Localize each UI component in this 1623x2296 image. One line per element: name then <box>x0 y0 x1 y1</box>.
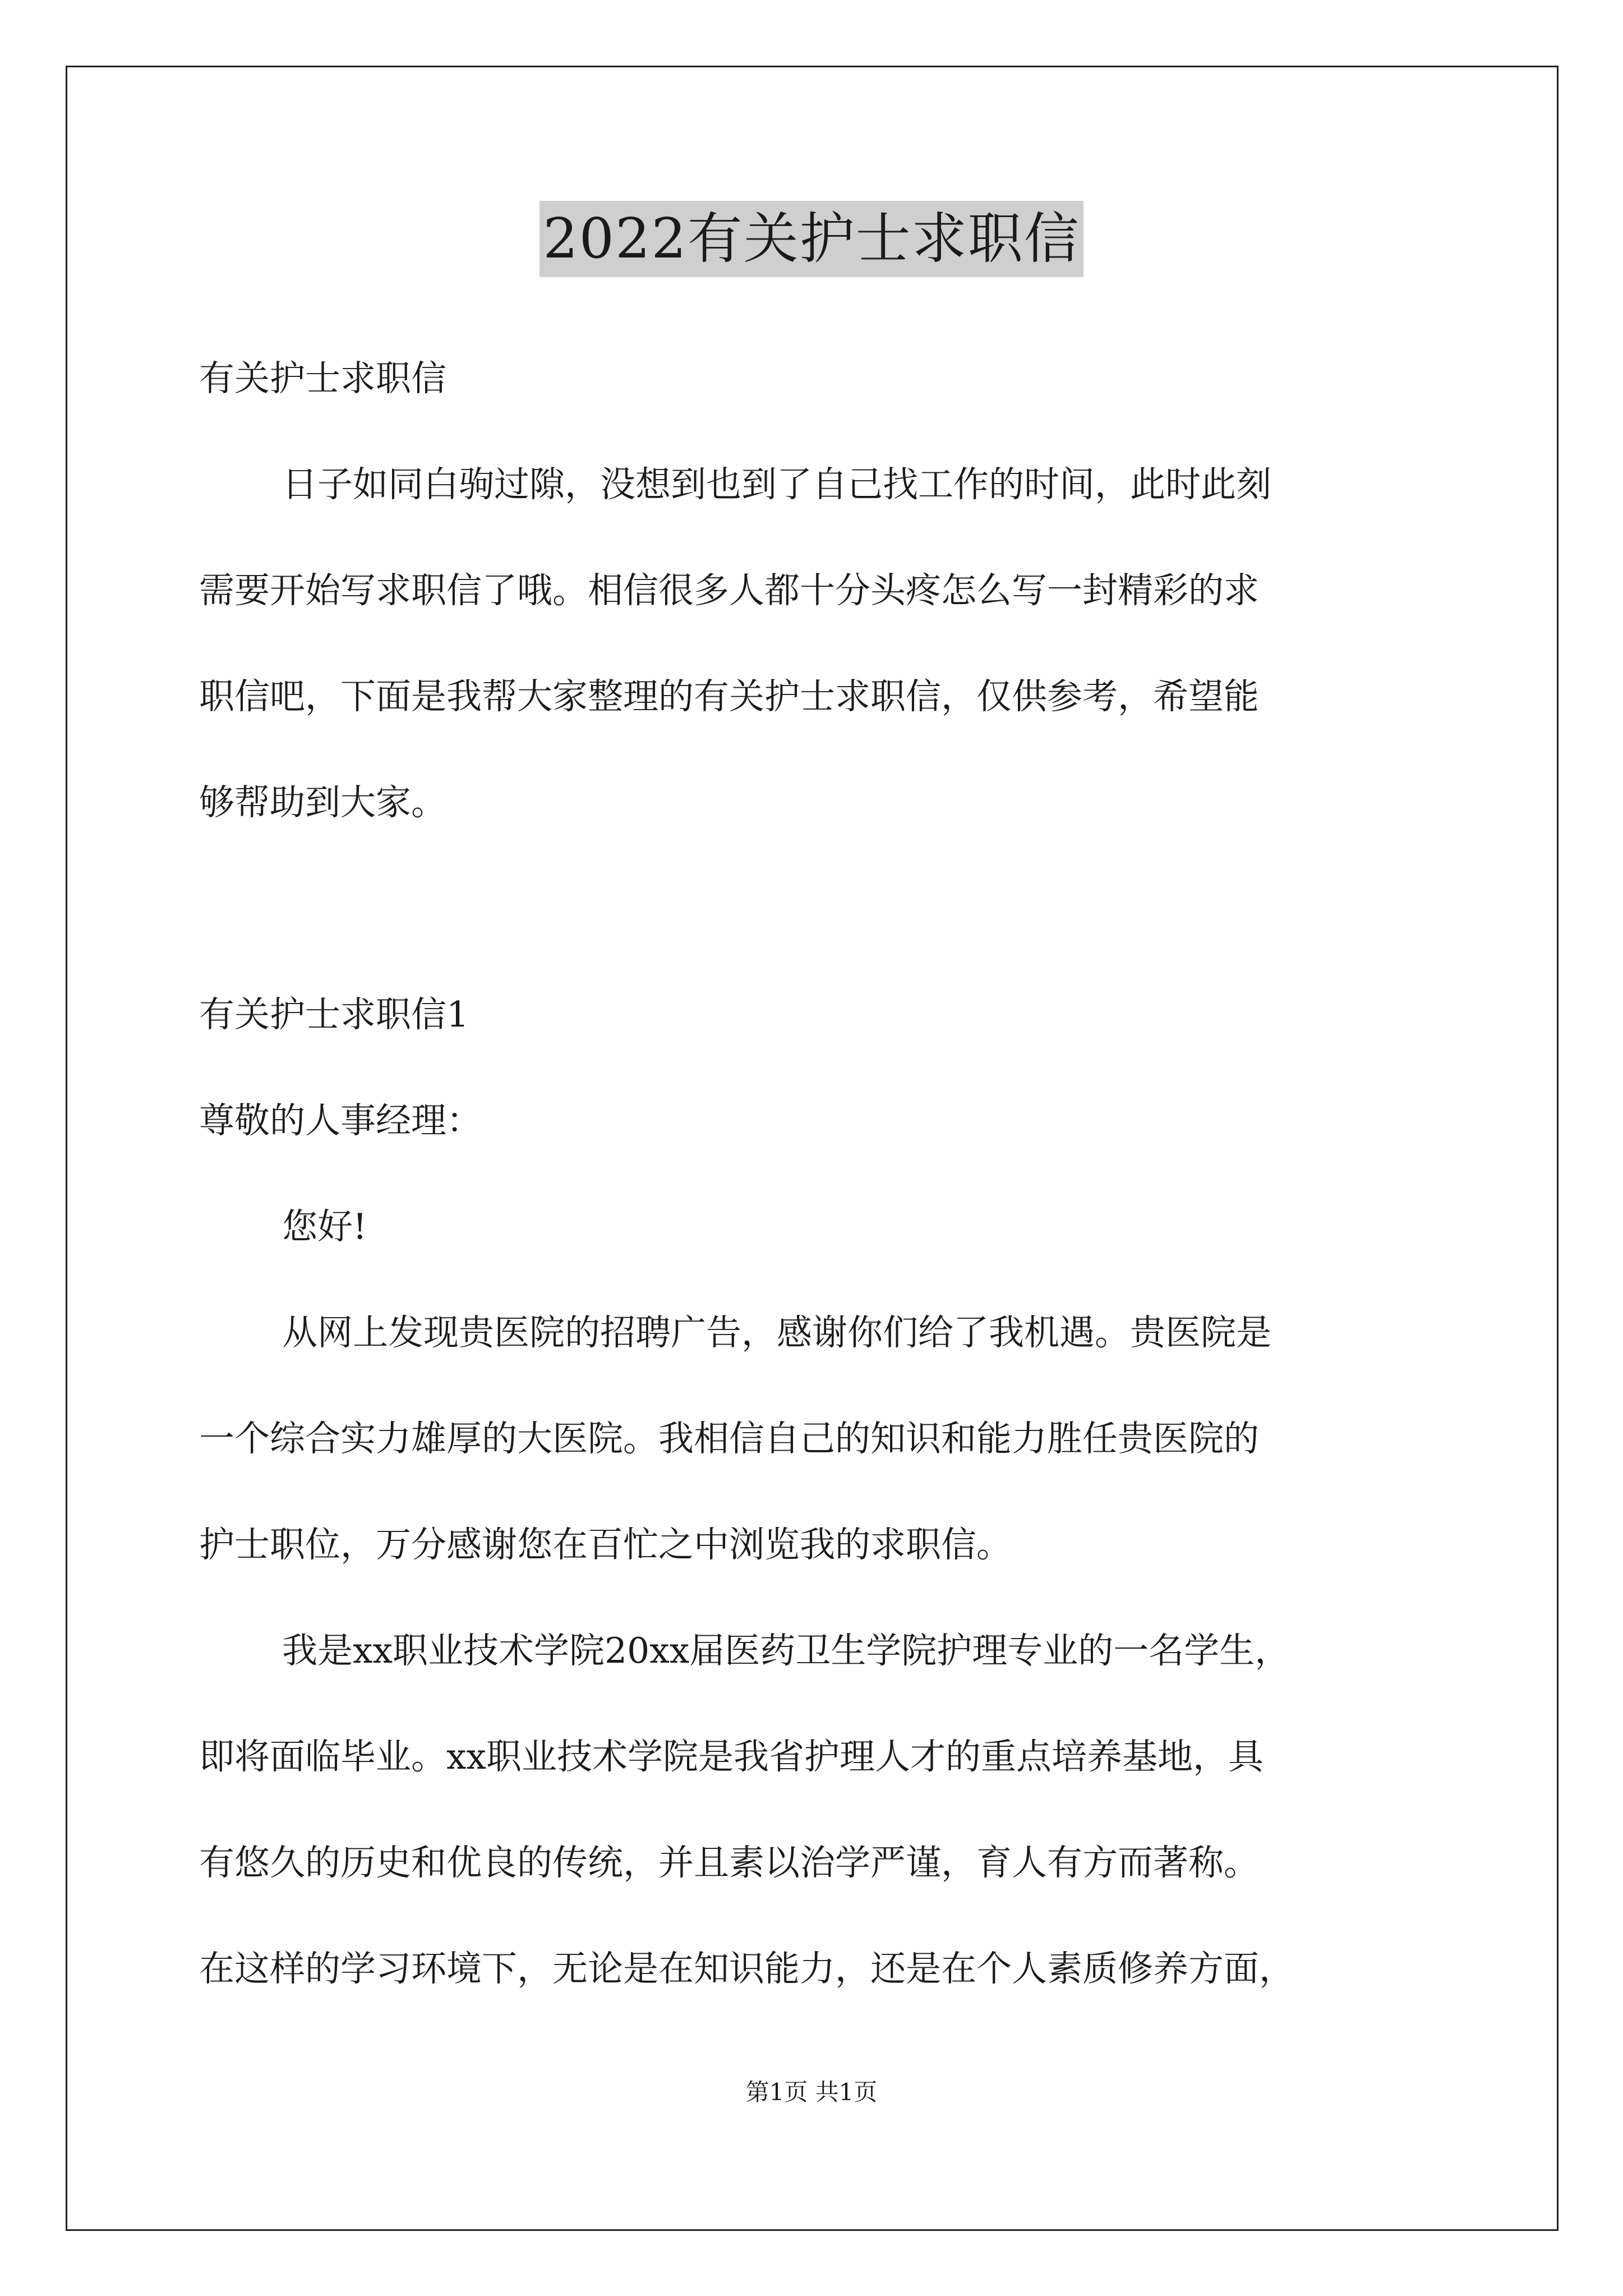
section-heading: 有关护士求职信1 <box>199 994 469 1035</box>
paragraph-line: 一个综合实力雄厚的大医院。我相信自己的知识和能力胜任贵医院的 <box>199 1418 1259 1459</box>
paragraph-line: 即将面临毕业。xx职业技术学院是我省护理人才的重点培养基地，具 <box>199 1736 1264 1777</box>
paragraph-line: 在这样的学习环境下，无论是在知识能力，还是在个人素质修养方面， <box>199 1948 1294 1989</box>
document-body <box>199 345 1433 2041</box>
salutation: 尊敬的人事经理： <box>199 1100 482 1141</box>
paragraph-line: 够帮助到大家。 <box>199 782 446 823</box>
title-container <box>0 201 1623 277</box>
document-title: 2022有关护士求职信 <box>540 201 1083 277</box>
paragraph-line: 日子如同白驹过隙，没想到也到了自己找工作的时间，此时此刻 <box>282 464 1271 505</box>
paragraph-line: 职信吧，下面是我帮大家整理的有关护士求职信，仅供参考，希望能 <box>199 676 1259 717</box>
paragraph-line: 我是xx职业技术学院20xx届医药卫生学院护理专业的一名学生， <box>282 1630 1290 1671</box>
paragraph-line: 护士职位，万分感谢您在百忙之中浏览我的求职信。 <box>199 1524 1012 1565</box>
greeting: 您好! <box>282 1206 367 1247</box>
paragraph-line: 从网上发现贵医院的招聘广告，感谢你们给了我机遇。贵医院是 <box>282 1312 1271 1353</box>
paragraph-line: 有悠久的历史和优良的传统，并且素以治学严谨，育人有方而著称。 <box>199 1842 1259 1883</box>
page-footer: 第1页 共1页 <box>745 2078 878 2106</box>
spacer <box>199 875 1433 981</box>
paragraph-line: 需要开始写求职信了哦。相信很多人都十分头疼怎么写一封精彩的求 <box>199 570 1259 611</box>
section-heading: 有关护士求职信 <box>199 358 446 399</box>
